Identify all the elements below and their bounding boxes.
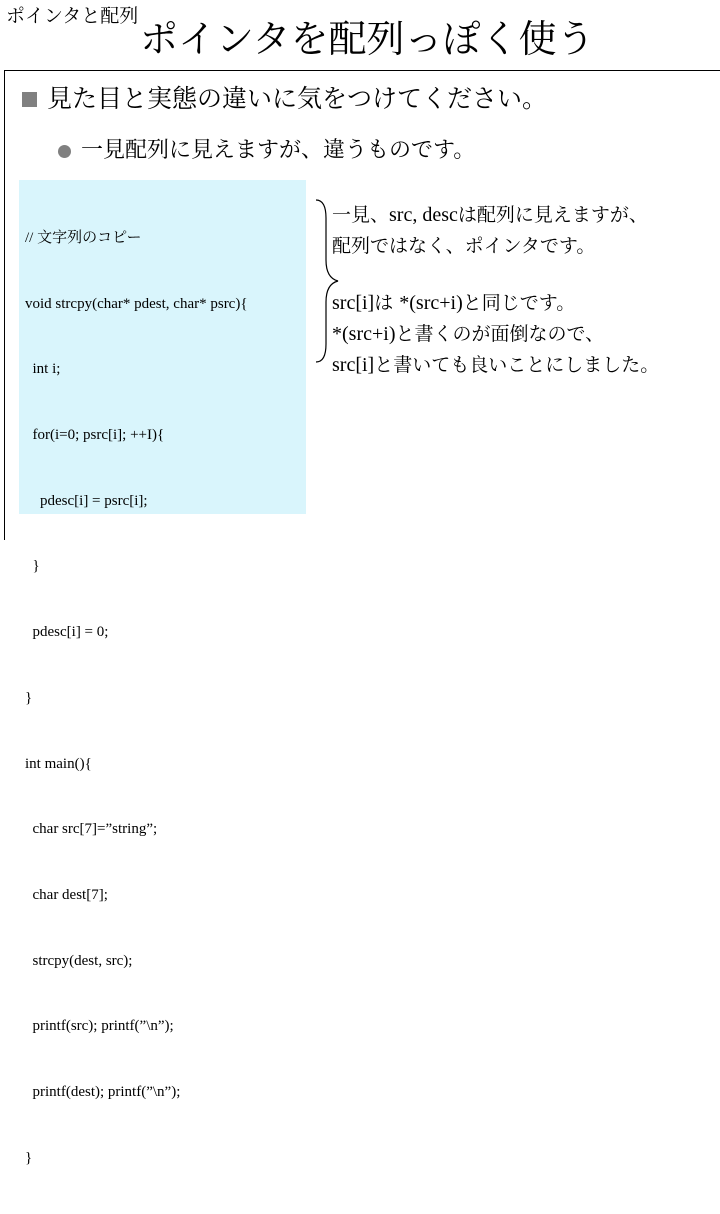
code-line: pdesc[i] = psrc[i];	[25, 492, 148, 509]
note-array-vs-pointer	[332, 200, 648, 262]
code-lines	[25, 184, 248, 1214]
code-line: char src[7]=”string”;	[25, 821, 158, 838]
note-line: src[i]と書いても良いことにしました。	[332, 354, 660, 376]
section-label: ポインタと配列	[6, 5, 139, 27]
note-line: *(src+i)と書くのが面倒なので、	[332, 323, 605, 345]
bullet-level2	[58, 136, 475, 166]
bullet-level1-text: 見た目と実態の違いに気をつけてください。	[47, 84, 548, 113]
code-line: strcpy(dest, src);	[25, 952, 133, 969]
square-bullet-icon	[22, 92, 37, 107]
code-line: }	[25, 1149, 33, 1166]
bullet-level2-text: 一見配列に見えますが、違うものです。	[81, 138, 476, 163]
code-line: for(i=0; psrc[i]; ++I){	[25, 426, 165, 443]
code-line: void strcpy(char* pdest, char* psrc){	[25, 295, 248, 312]
code-line: }	[25, 558, 40, 575]
code-line: // 文字列のコピー	[25, 229, 142, 246]
code-block	[19, 180, 306, 1166]
code-line: pdesc[i] = 0;	[25, 624, 109, 641]
horizontal-rule	[4, 70, 720, 71]
circle-bullet-icon	[58, 145, 71, 158]
slide-title: ポインタを配列っぽく使う	[140, 17, 595, 61]
code-line: printf(dest); printf(”\n”);	[25, 1084, 181, 1101]
code-line: int main(){	[25, 755, 92, 772]
code-line: int i;	[25, 361, 61, 378]
note-line: 配列ではなく、ポインタです。	[332, 235, 596, 257]
code-line: }	[25, 689, 33, 706]
bullet-level1	[22, 82, 547, 116]
code-line: printf(src); printf(”\n”);	[25, 1018, 174, 1035]
vertical-rule	[4, 70, 5, 540]
note-subscript-equivalence	[332, 288, 659, 381]
note-line: src[i]は *(src+i)と同じです。	[332, 292, 576, 314]
note-line: 一見、src, descは配列に見えますが、	[332, 204, 648, 226]
code-line: char dest[7];	[25, 887, 108, 903]
